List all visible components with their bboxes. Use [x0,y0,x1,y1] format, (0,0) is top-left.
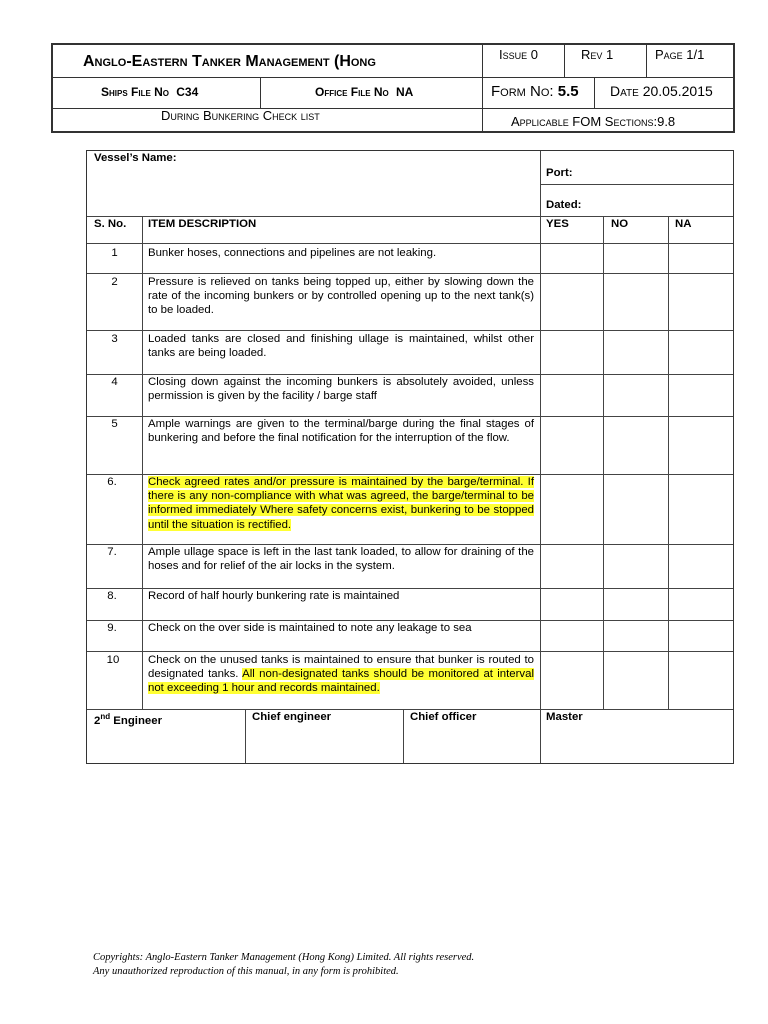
row-description [148,475,534,532]
copyright-line: Copyrights: Anglo-Eastern Tanker Management (Hong Kong) Limited. All rights reserved. [93,952,475,963]
table-rule [87,243,733,244]
row-number: 4 [111,376,118,388]
row-description: Ample ullage space is left in the last tank loaded, to allow for draining of the hoses and for relief of the air locks in the system. [148,546,534,573]
row-number: 10 [106,654,120,666]
company-name: Anglo-Eastern Tanker Management (Hong [83,53,376,70]
row-number: 1 [111,247,118,259]
row-description: Check on the unused tanks is maintained to ensure that bunker is routed to designated tanks. All non-designated tanks should be monitored at interval not exceeding 1 hour and records maintained. [148,654,534,695]
header-divider [53,108,733,109]
table-rule [142,216,143,709]
row-number: 7. [107,546,117,558]
row-number: 3 [111,333,118,345]
row-description: Check on the over side is maintained to note any leakage to sea [148,622,472,634]
col-na-header: NA [675,218,692,230]
header-divider [564,45,565,77]
header-divider [594,77,595,109]
ships-file: Ships File No C34 [101,85,199,99]
row-number: 6. [107,476,117,488]
col-item-header: ITEM DESCRIPTION [148,218,257,230]
row-description: Record of half hourly bunkering rate is maintained [148,590,400,602]
table-rule [540,151,541,763]
row-number: 8. [107,590,117,602]
table-rule [87,330,733,331]
form-date: Date 20.05.2015 [610,83,713,99]
document-header [51,43,735,133]
table-rule [403,709,404,763]
vessel-name-label: Vessel’s Name: [94,152,177,164]
row-number: 2 [111,276,118,288]
header-divider [53,77,733,78]
highlighted-text: All non-designated tanks should be monitored at interval not exceeding 1 hour and records maintained. [148,668,534,695]
signature-master: Master [546,711,583,723]
row-number: 5 [111,418,118,430]
office-file: Office File No NA [315,85,414,99]
dated-label: Dated: [546,199,582,211]
table-rule [540,184,733,185]
col-yes-header: YES [546,218,569,230]
col-sno-header: S. No. [94,218,127,230]
header-divider [260,77,261,109]
table-rule [668,216,669,709]
row-number: 9. [107,622,117,634]
header-divider [482,45,483,131]
form-number: Form No: 5.5 [491,83,579,100]
form-title: During Bunkering Check list [161,108,320,123]
fom-sections: Applicable FOM Sections:9.8 [511,114,676,129]
rev-label: Rev 1 [581,47,614,62]
row-description: Loaded tanks are closed and finishing ullage is maintained, whilst other tanks are being loaded. [148,333,534,360]
signature-2nd-engineer: 2nd Engineer [94,712,163,727]
signature-chief-officer: Chief officer [410,711,477,723]
table-rule [87,273,733,274]
highlighted-text: Check agreed rates and/or pressure is maintained by the barge/terminal. If there is any non-compliance with what was agreed, the barge/terminal to be informed immediately Where safety concerns exist, bunkering to be stopped until the situation is rectified. [148,476,534,531]
col-no-header: NO [611,218,629,230]
row-description: Closing down against the incoming bunkers is absolutely avoided, unless permission is given by the facility / barge staff [148,376,534,403]
row-description: Pressure is relieved on tanks being topped up, either by slowing down the rate of the incoming bunkers or by controlled opening up to the next tank(s) to be loaded. [148,276,534,317]
row-description: Ample warnings are given to the terminal/barge during the final stages of bunkering and before the final notification for the interruption of the flow. [148,418,534,445]
issue-label: Issue 0 [499,47,538,62]
table-rule [245,709,246,763]
copyright-footer [93,951,474,978]
header-divider [646,45,647,77]
copyright-notice: Any unauthorized reproduction of this manual, in any form is prohibited. [93,965,399,977]
signature-chief-engineer: Chief engineer [252,711,332,723]
checklist-table [86,150,734,764]
page-label: Page 1/1 [655,47,705,62]
port-label: Port: [546,167,573,179]
table-rule [87,651,733,652]
row-description: Bunker hoses, connections and pipelines are not leaking. [148,247,437,259]
table-rule [603,216,604,709]
